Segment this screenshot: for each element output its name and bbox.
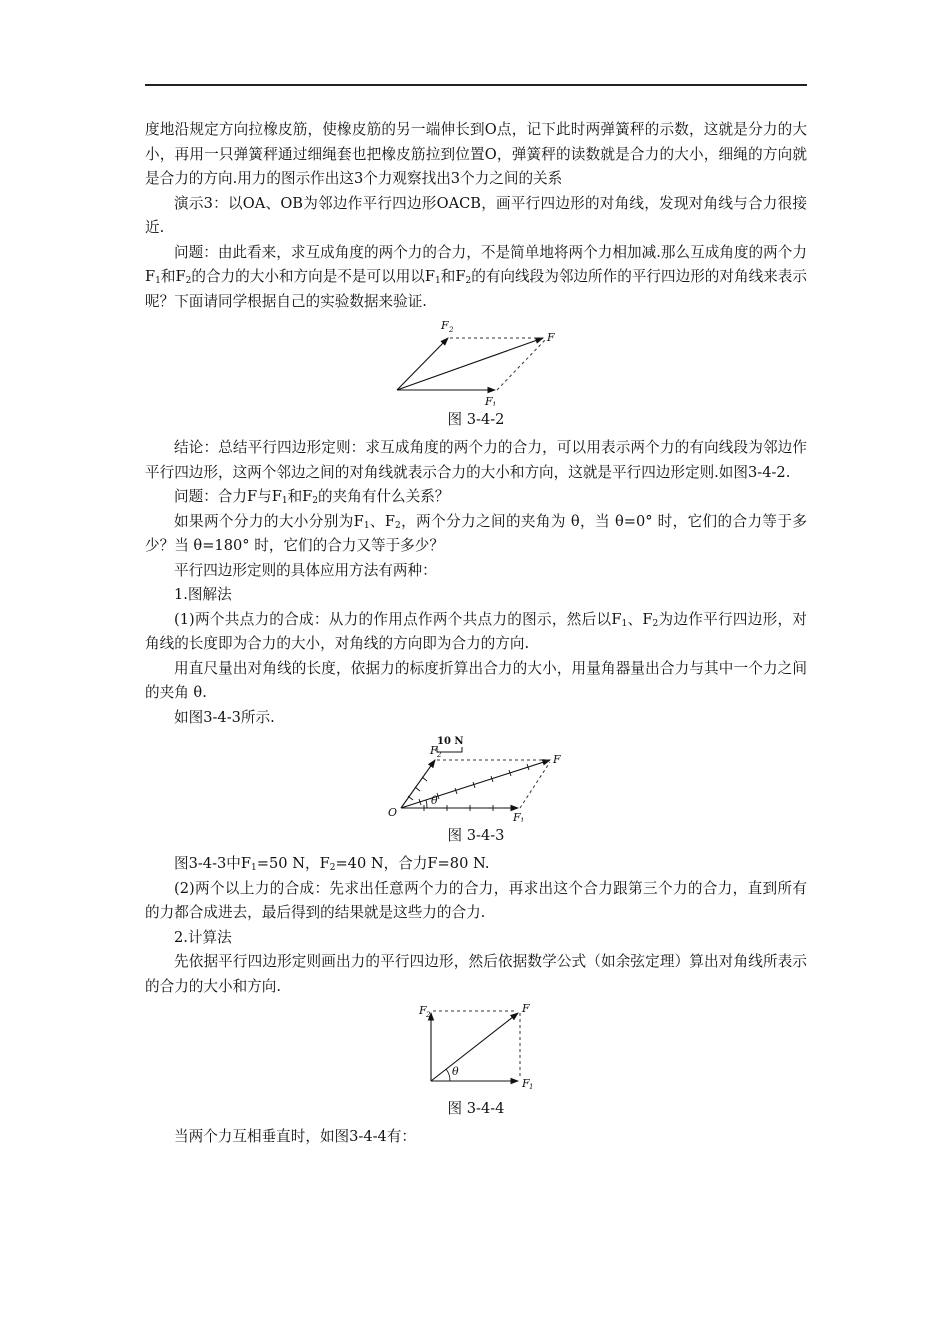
label-f1: F — [485, 395, 493, 406]
text-run: 的夹角有什么关系？ — [318, 488, 450, 505]
resultant-f-arrow — [397, 338, 543, 390]
subscript: 2 — [652, 618, 659, 629]
text-run: =50 N，F — [256, 855, 330, 872]
subscript: 1 — [363, 520, 370, 531]
angle-arc — [446, 1069, 450, 1081]
figure-3-4-3 — [145, 730, 807, 822]
dashed-edge — [520, 762, 550, 808]
paragraph-1: 度地沿规定方向拉橡皮筋，使橡皮筋的另一端伸长到O点，记下此时两弹簧秤的示数，这就是分力的大小，再用一只弹簧秤通过细绳套也把橡皮筋拉到位置O，弹簧秤的读数就是合力的大小，细绳的方向就是合力的方向.用力的图示作出这3个力观察找出3个力之间的关系 — [145, 121, 807, 187]
text-run: 的有向线段为邻边所作的平行四边形的对角线来表示呢？下面请同学根据自己的实验数据来验证. — [145, 268, 807, 310]
label-f: F — [553, 753, 561, 766]
paragraph-question-1 — [145, 241, 807, 315]
text-run: 、F — [627, 610, 653, 628]
subscript: 1 — [251, 863, 257, 873]
paragraph-question-2 — [145, 485, 807, 510]
subscript: 1 — [435, 276, 441, 286]
heading-graphic-method: 1.图解法 — [174, 586, 232, 603]
text-run: 和F — [160, 268, 186, 285]
text-run: 图3-4-3中F — [174, 855, 252, 872]
scaled-parallelogram-diagram — [145, 730, 807, 822]
text-run: 、F — [369, 512, 396, 530]
subscript: 1 — [621, 618, 628, 629]
paragraph-demo-3: 演示3：以OA、OB为邻边作平行四边形OACB，画平行四边形的对角线，发现对角线与合力很接近. — [145, 194, 807, 236]
label-f2: F — [430, 744, 438, 757]
text-run: 和F — [287, 488, 313, 505]
text-run: 问题：由此看来，求互成角度的两个力的合力，不是简单地将两个力相加减.那么互成角度的两个力F — [145, 243, 807, 285]
resultant-f-arrow — [431, 1013, 518, 1081]
figure-caption: 图 3-4-2 — [447, 411, 505, 428]
subscript: 2 — [395, 520, 401, 531]
subscript: 2 — [465, 276, 472, 286]
label-subscript: 2 — [449, 326, 454, 334]
force-f2-arrow — [401, 760, 435, 808]
text-run: =40 N，合力F=80 N. — [335, 855, 490, 872]
text-run: 为边作平行四边形，对角线的长度即为合力的大小，对角线的方向即为合力的方向. — [145, 610, 807, 652]
label-f1: F — [513, 811, 521, 822]
tick-marks — [408, 764, 529, 811]
subscript: 2 — [312, 496, 319, 506]
label-f2: F — [441, 319, 449, 332]
paragraph-measure: 用直尺量出对角线的长度，依据力的标度折算出合力的大小，用量角器量出合力与其中一个力之间的夹角 θ. — [145, 659, 807, 701]
figure-caption: 图 3-4-3 — [447, 827, 505, 844]
label-f: F — [547, 331, 555, 344]
paragraph-methods: 平行四边形定则的具体应用方法有两种： — [174, 561, 437, 579]
paragraph-figure-values — [145, 852, 807, 877]
label-subscript: 1 — [529, 1083, 534, 1091]
document-body — [145, 118, 807, 1150]
label-subscript: 2 — [437, 751, 442, 759]
parallelogram-diagram — [145, 314, 807, 406]
paragraph-calculation: 先依据平行四边形定则画出力的平行四边形，然后依据数学公式（如余弦定理）算出对角线所表示的合力的大小和方向. — [145, 953, 807, 995]
angle-arc — [426, 800, 427, 808]
paragraph-two-forces — [145, 608, 807, 657]
text-run: (1)两个共点力的合成：从力的作用点作两个共点力的图示，然后以F — [174, 610, 622, 628]
text-run: 的合力的大小和方向是不是可以用以F — [191, 268, 436, 285]
subscript: 1 — [281, 496, 288, 506]
label-f1: F — [522, 1077, 530, 1090]
subscript: 2 — [185, 276, 192, 286]
figure-3-4-2 — [145, 314, 807, 406]
label-subscript: 1 — [492, 401, 497, 406]
text-run: 如果两个分力的大小分别为F — [174, 512, 364, 530]
scale-label: 10 N — [437, 736, 464, 747]
right-angle-diagram — [145, 999, 807, 1095]
subscript: 2 — [329, 863, 336, 873]
text-run: 问题：合力F与F — [174, 488, 282, 505]
label-theta: θ — [431, 794, 438, 807]
label-f: F — [522, 1002, 530, 1015]
text-run: 和F — [440, 268, 466, 285]
paragraph-perpendicular: 当两个力互相垂直时，如图3-4-4有： — [174, 1128, 417, 1145]
dashed-edge — [497, 340, 545, 390]
paragraph-conclusion: 结论：总结平行四边形定则：求互成角度的两个力的合力，可以用表示两个力的有向线段为邻边作平行四边形，这两个邻边之间的对角线就表示合力的大小和方向，这就是平行四边形定则.如图3-4-2. — [145, 439, 807, 481]
heading-calculation-method: 2.计算法 — [174, 928, 232, 946]
label-theta: θ — [452, 1065, 459, 1078]
paragraph-question-3 — [145, 510, 807, 559]
figure-3-4-4 — [145, 999, 807, 1095]
figure-caption: 图 3-4-4 — [447, 1100, 505, 1117]
label-f2: F — [419, 1004, 427, 1017]
label-subscript: 1 — [520, 817, 525, 822]
paragraph-multiple-forces: (2)两个以上力的合成：先求出任意两个力的合力，再求出这个合力跟第三个力的合力，直到所有的力都合成进去，最后得到的结果就是这些力的合力. — [145, 879, 807, 921]
label-origin: O — [388, 806, 398, 819]
label-subscript: 2 — [426, 1011, 431, 1019]
text-run: ，两个分力之间的夹角为 θ，当 θ=0° 时，它们的合力等于多少？当 θ=180° 时，它们的合力又等于多少？ — [145, 512, 807, 554]
header-rule — [145, 84, 807, 86]
force-f2-arrow — [397, 338, 448, 390]
paragraph-see-figure: 如图3-4-3所示. — [174, 708, 275, 726]
subscript: 1 — [155, 276, 161, 286]
